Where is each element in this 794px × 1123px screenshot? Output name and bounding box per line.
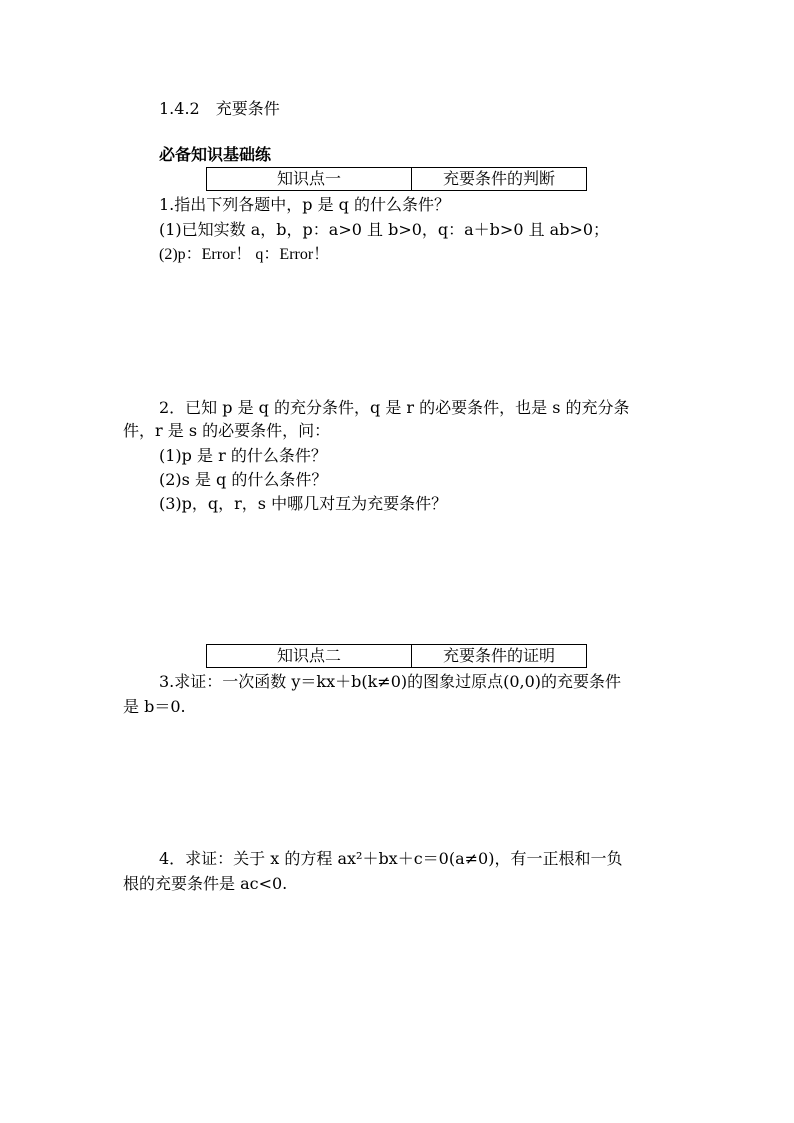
- question-1-part-1: (1)已知实数 a，b，p：a>0 且 b>0，q：a＋b>0 且 ab>0；: [159, 220, 610, 239]
- question-2-line-2: 件，r 是 s 的必要条件，问：: [123, 421, 331, 440]
- question-2-part-1: (1)p 是 r 的什么条件？: [159, 446, 327, 465]
- question-2-part-3: (3)p，q，r，s 中哪几对互为充要条件？: [159, 494, 448, 513]
- question-3-line-1: 3.求证：一次函数 y＝kx＋b(k≠0)的图象过原点(0,0)的充要条件: [159, 672, 622, 691]
- topic-box-1: [206, 167, 587, 191]
- page-title: 1.4.2 充要条件: [159, 99, 280, 118]
- topic-label-1: 知识点一: [207, 168, 412, 190]
- question-1-stem: 1.指出下列各题中，p 是 q 的什么条件？: [159, 195, 451, 214]
- question-1-part-2: (2)p：Error！ q：Error！: [159, 246, 330, 263]
- question-2-part-2: (2)s 是 q 的什么条件？: [159, 470, 328, 489]
- question-4-line-2: 根的充要条件是 ac<0.: [123, 874, 288, 893]
- question-4-line-1: 4．求证：关于 x 的方程 ax²＋bx＋c＝0(a≠0)，有一正根和一负: [159, 849, 623, 868]
- question-3-line-2: 是 b＝0.: [123, 697, 186, 716]
- section-title: 必备知识基础练: [159, 145, 272, 164]
- topic-title-2: 充要条件的证明: [442, 646, 555, 665]
- topic-box-2: [206, 644, 587, 668]
- question-2-line-1: 2．已知 p 是 q 的充分条件，q 是 r 的必要条件，也是 s 的充分条: [159, 398, 630, 417]
- topic-title-1: 充要条件的判断: [442, 169, 555, 188]
- topic-label-2: 知识点二: [207, 645, 412, 667]
